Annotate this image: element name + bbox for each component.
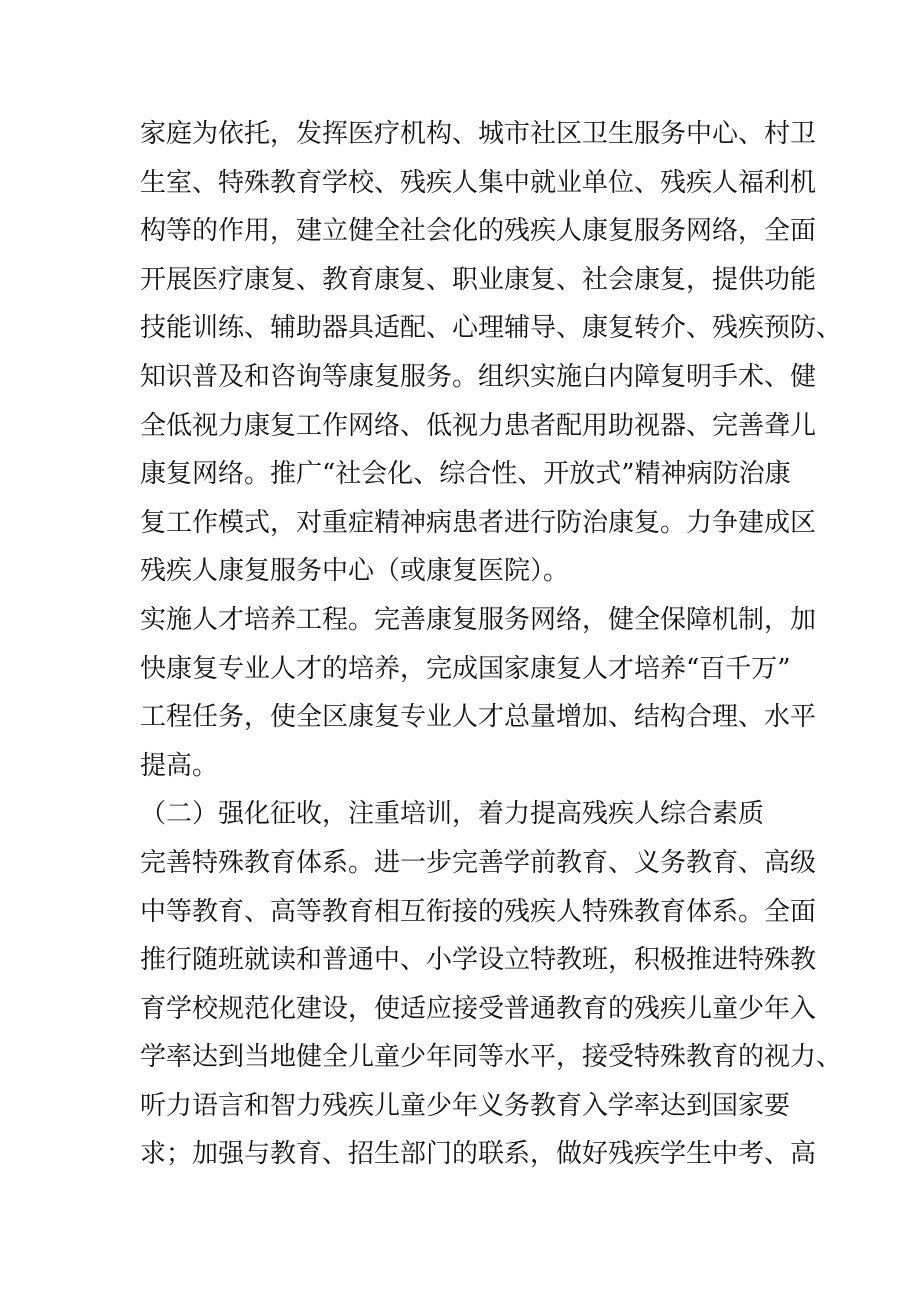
paragraph-rehab-network bbox=[140, 110, 843, 596]
text-line: 康复网络。推广“社会化、综合性、开放式”精神病防治康 bbox=[140, 459, 791, 490]
text-line: 复工作模式，对重症精神病患者进行防治康复。力争建成区 bbox=[140, 507, 817, 538]
text-line: 听力语言和智力残疾儿童少年义务教育入学率达到国家要 bbox=[140, 1090, 791, 1121]
text-line: 实施人才培养工程。完善康复服务网络，健全保障机制，加 bbox=[140, 604, 817, 635]
text-line: 育学校规范化建设，使适应接受普通教育的残疾儿童少年入 bbox=[140, 993, 817, 1024]
text-line: 开展医疗康复、教育康复、职业康复、社会康复，提供功能 bbox=[140, 264, 817, 295]
text-line: 生室、特殊教育学校、残疾人集中就业单位、残疾人福利机 bbox=[140, 167, 817, 198]
text-line: 完善特殊教育体系。进一步完善学前教育、义务教育、高级 bbox=[140, 847, 817, 878]
text-line: 全低视力康复工作网络、低视力患者配用助视器、完善聋儿 bbox=[140, 410, 817, 441]
text-line: 求；加强与教育、招生部门的联系，做好残疾学生中考、高 bbox=[140, 1139, 817, 1170]
text-line: 推行随班就读和普通中、小学设立特教班，积极推进特殊教 bbox=[140, 945, 817, 976]
text-line: 构等的作用，建立健全社会化的残疾人康复服务网络，全面 bbox=[140, 216, 817, 247]
paragraph-talent-training bbox=[140, 596, 817, 790]
document-body bbox=[140, 110, 843, 1179]
text-line: 提高。 bbox=[140, 750, 219, 781]
text-line: 中等教育、高等教育相互衔接的残疾人特殊教育体系。全面 bbox=[140, 896, 817, 927]
text-line: 残疾人康复服务中心（或康复医院）。 bbox=[140, 556, 570, 587]
text-line: 学率达到当地健全儿童少年同等水平，接受特殊教育的视力、 bbox=[140, 1042, 843, 1073]
text-line: 知识普及和咨询等康复服务。组织实施白内障复明手术、健 bbox=[140, 361, 817, 392]
text-line: 技能训练、辅助器具适配、心理辅导、康复转介、残疾预防、 bbox=[140, 313, 843, 344]
text-line: 工程任务，使全区康复专业人才总量增加、结构合理、水平 bbox=[140, 702, 817, 733]
text-line: 快康复专业人才的培养，完成国家康复人才培养“百千万” bbox=[140, 653, 791, 684]
section-heading: （二）强化征收，注重培训，着力提高残疾人综合素质 bbox=[140, 799, 765, 830]
paragraph-special-education bbox=[140, 839, 843, 1179]
text-line: 家庭为依托，发挥医疗机构、城市社区卫生服务中心、村卫 bbox=[140, 119, 817, 149]
